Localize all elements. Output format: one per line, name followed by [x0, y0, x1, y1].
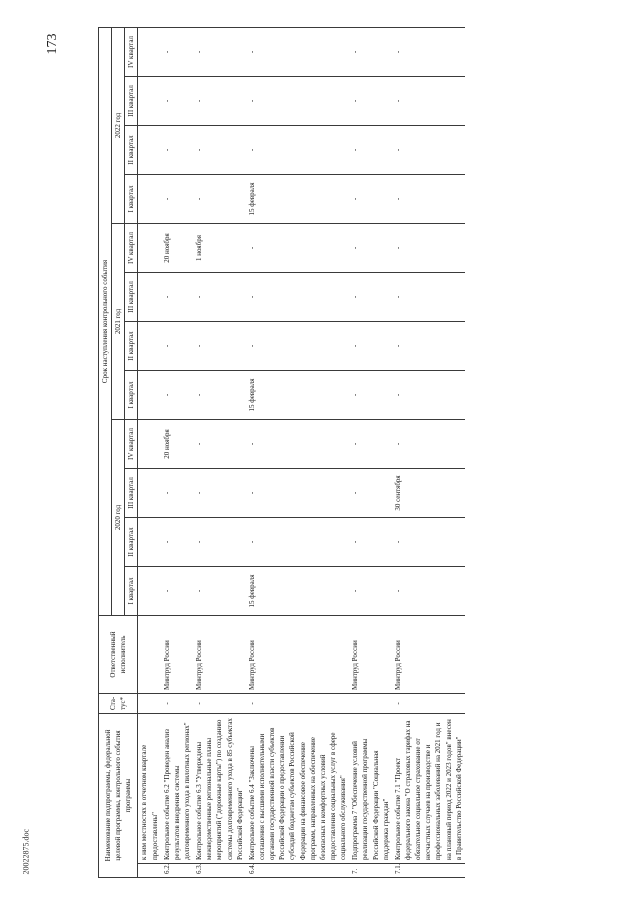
deadline-value: - [393, 197, 402, 201]
deadline-value: - [195, 442, 204, 446]
page-number: 173 [45, 33, 60, 55]
table-row [349, 27, 392, 877]
deadline-value: - [393, 246, 402, 250]
deadline-cell [138, 322, 161, 371]
deadline-value: - [393, 344, 402, 348]
deadline-value: - [351, 393, 360, 397]
responsible-cell: Минтруд России [392, 616, 465, 694]
status-cell: - [161, 694, 193, 714]
deadline-value: - [195, 197, 204, 201]
status-cell: - [193, 694, 246, 714]
row-number: 6.2. [161, 864, 193, 878]
responsible-cell: Минтруд России [246, 616, 349, 694]
deadline-cell [349, 420, 392, 469]
control-events-table [98, 27, 465, 878]
deadline-value: - [351, 442, 360, 446]
deadline-cell [246, 126, 349, 175]
deadline-value: - [247, 99, 256, 103]
deadline-value: - [195, 148, 204, 152]
deadline-cell [246, 469, 349, 518]
deadline-value: - [393, 589, 402, 593]
deadline-value: - [351, 50, 360, 54]
deadline-cell [138, 224, 161, 273]
deadline-value: - [351, 540, 360, 544]
deadline-value: - [162, 295, 171, 299]
deadline-value: 30 сентября [393, 475, 402, 511]
deadline-cell [349, 77, 392, 126]
deadline-cell [161, 77, 193, 126]
header-quarter: IV квартал [125, 420, 138, 469]
deadline-value: - [195, 393, 204, 397]
header-year-2021: 2021 год [112, 224, 125, 420]
deadline-value: 20 ноября [162, 429, 171, 459]
deadline-cell [392, 77, 465, 126]
status-cell [349, 694, 392, 714]
deadline-cell [138, 273, 161, 322]
deadline-cell [193, 175, 246, 224]
deadline-cell [392, 469, 465, 518]
deadline-value: - [162, 344, 171, 348]
deadline-value: - [393, 393, 402, 397]
deadline-cell [246, 273, 349, 322]
deadline-cell [138, 175, 161, 224]
deadline-value: - [351, 148, 360, 152]
deadline-cell [193, 322, 246, 371]
table-row [138, 27, 161, 877]
deadline-cell [161, 518, 193, 567]
deadline-cell [246, 567, 349, 616]
deadline-value: - [247, 295, 256, 299]
deadline-cell [193, 371, 246, 420]
deadline-value: - [351, 246, 360, 250]
deadline-value: - [162, 491, 171, 495]
deadline-value: 15 февраля [247, 574, 256, 608]
deadline-value: - [195, 540, 204, 544]
deadline-cell [392, 371, 465, 420]
deadline-cell [349, 518, 392, 567]
deadline-value: - [162, 148, 171, 152]
deadline-cell [392, 567, 465, 616]
header-quarter: I квартал [125, 175, 138, 224]
deadline-value: - [195, 50, 204, 54]
deadline-value: - [393, 442, 402, 446]
deadline-value: - [162, 197, 171, 201]
deadline-cell [349, 371, 392, 420]
deadline-cell [138, 469, 161, 518]
deadline-cell [161, 273, 193, 322]
responsible-cell [138, 616, 161, 694]
deadline-cell [161, 420, 193, 469]
table-row [161, 27, 193, 877]
deadline-cell [392, 518, 465, 567]
deadline-value: - [351, 589, 360, 593]
row-number: 6.4. [246, 864, 349, 878]
deadline-value: - [162, 99, 171, 103]
event-name: Контрольное событие 6.2 "Проведен анализ результатов внедрения системы долговременного ухода в пилотных регионах" [161, 714, 193, 864]
header-quarter: II квартал [125, 518, 138, 567]
deadline-cell [246, 224, 349, 273]
header-year-2022: 2022 год [112, 27, 125, 223]
deadline-value: - [247, 491, 256, 495]
deadline-cell [246, 518, 349, 567]
table-row [193, 27, 246, 877]
deadline-cell [161, 567, 193, 616]
header-quarter: III квартал [125, 273, 138, 322]
status-cell [138, 694, 161, 714]
deadline-cell [246, 175, 349, 224]
deadline-value: - [162, 540, 171, 544]
deadline-value: 15 февраля [247, 378, 256, 412]
deadline-cell [161, 469, 193, 518]
deadline-cell [392, 126, 465, 175]
deadline-cell [349, 273, 392, 322]
event-name: Контрольное событие 6.3 "Утверждены межведомственные региональные планы мероприятий ("дорожные карты") по созданию системы долговременного ухода в 85 субъектах Российской Федерации" [193, 714, 246, 864]
header-quarter: IV квартал [125, 27, 138, 76]
responsible-cell: Минтруд России [161, 616, 193, 694]
deadline-cell [193, 126, 246, 175]
deadline-cell [392, 420, 465, 469]
deadline-cell [349, 469, 392, 518]
deadline-cell [246, 420, 349, 469]
deadline-cell [392, 322, 465, 371]
table-row [392, 27, 465, 877]
responsible-cell: Минтруд России [349, 616, 392, 694]
deadline-value: - [351, 197, 360, 201]
deadline-value: - [351, 295, 360, 299]
deadline-cell [392, 273, 465, 322]
deadline-cell [193, 518, 246, 567]
deadline-cell [349, 322, 392, 371]
deadline-value: - [195, 344, 204, 348]
deadline-value: - [393, 295, 402, 299]
deadline-cell [161, 322, 193, 371]
deadline-cell [161, 224, 193, 273]
deadline-cell [138, 126, 161, 175]
deadline-cell [193, 469, 246, 518]
deadline-value: - [162, 589, 171, 593]
deadline-value: - [351, 491, 360, 495]
deadline-cell [392, 175, 465, 224]
deadline-value: 1 ноября [195, 235, 204, 261]
header-quarter: III квартал [125, 469, 138, 518]
deadline-cell [161, 175, 193, 224]
deadline-value: - [162, 50, 171, 54]
event-name: Контрольное событие 7.1 "Проект федерального закона "О страховых тарифах на обязательное социальное страхование от несчастных случаев на производстве и профессиональных заболеваний на 2021 год и на плановый период 2022 и 2023 годов" внесен в Правительство Российской Федерации" [392, 714, 465, 864]
deadline-value: - [351, 344, 360, 348]
deadline-value: - [247, 540, 256, 544]
responsible-cell: Минтруд России [193, 616, 246, 694]
deadline-cell [392, 27, 465, 76]
row-number: 7.1. [392, 864, 465, 878]
deadline-value: 15 февраля [247, 182, 256, 216]
deadline-cell [138, 567, 161, 616]
header-quarter: II квартал [125, 126, 138, 175]
deadline-cell [138, 420, 161, 469]
deadline-value: - [195, 491, 204, 495]
deadline-cell [193, 273, 246, 322]
deadline-cell [138, 518, 161, 567]
header-quarter: I квартал [125, 567, 138, 616]
event-name: Контрольное событие 6.4 "Заключены соглашения с высшими исполнительными органами государственной власти субъектов Российской Федерации о предоставлении субсидий бюджетам субъектов Российской Федерации на финансовое обеспечение программ, направленных на обеспечение безопасных и комфортных условий предоставления социальных услуг в сфере социального обслуживания" [246, 714, 349, 864]
deadline-value: - [195, 295, 204, 299]
deadline-cell [193, 420, 246, 469]
header-quarter: IV квартал [125, 224, 138, 273]
deadline-cell [193, 224, 246, 273]
deadline-cell [349, 27, 392, 76]
status-cell: - [246, 694, 349, 714]
event-name: Подпрограмма 7 "Обеспечение условий реализации государственной программы Российской Федерации "Социальная поддержка граждан" [349, 714, 392, 864]
header-quarter: I квартал [125, 371, 138, 420]
deadline-cell [138, 371, 161, 420]
deadline-value: - [195, 589, 204, 593]
header-responsible: Ответственный исполнитель [99, 616, 138, 694]
deadline-cell [138, 77, 161, 126]
header-name: Наименование подпрограммы, федеральной целевой программы, контрольного события программы [99, 714, 138, 878]
deadline-value: - [247, 148, 256, 152]
rotated-table-sheet [98, 28, 640, 878]
deadline-value: - [393, 50, 402, 54]
deadline-value: - [247, 246, 256, 250]
deadline-cell [349, 175, 392, 224]
header-deadline: Срок наступления контрольного события [99, 27, 112, 615]
status-cell: - [392, 694, 465, 714]
header-year-2020: 2020 год [112, 420, 125, 616]
deadline-value: - [247, 50, 256, 54]
deadline-cell [161, 126, 193, 175]
deadline-value: - [393, 148, 402, 152]
document-filename: 20022875.doc [21, 828, 31, 875]
row-number: 6.3. [193, 864, 246, 878]
deadline-cell [161, 371, 193, 420]
deadline-value: - [247, 442, 256, 446]
deadline-value: - [393, 99, 402, 103]
deadline-cell [246, 27, 349, 76]
deadline-value: - [393, 540, 402, 544]
deadline-cell [193, 27, 246, 76]
deadline-value: - [351, 99, 360, 103]
deadline-cell [193, 77, 246, 126]
deadline-cell [161, 27, 193, 76]
deadline-value: 20 ноября [162, 233, 171, 263]
table-row [246, 27, 349, 877]
deadline-cell [392, 224, 465, 273]
deadline-value: - [162, 393, 171, 397]
deadline-cell [349, 126, 392, 175]
deadline-cell [138, 27, 161, 76]
row-number [138, 864, 161, 878]
deadline-cell [349, 567, 392, 616]
header-quarter: III квартал [125, 77, 138, 126]
event-name: к ним местностях в отчетном квартале предоставлены" [138, 714, 161, 864]
deadline-value: - [247, 344, 256, 348]
deadline-cell [246, 322, 349, 371]
row-number: 7. [349, 864, 392, 878]
header-status: Ста-тус* [99, 694, 138, 714]
deadline-cell [246, 371, 349, 420]
deadline-value: - [195, 99, 204, 103]
deadline-cell [246, 77, 349, 126]
deadline-cell [349, 224, 392, 273]
deadline-cell [193, 567, 246, 616]
header-quarter: II квартал [125, 322, 138, 371]
